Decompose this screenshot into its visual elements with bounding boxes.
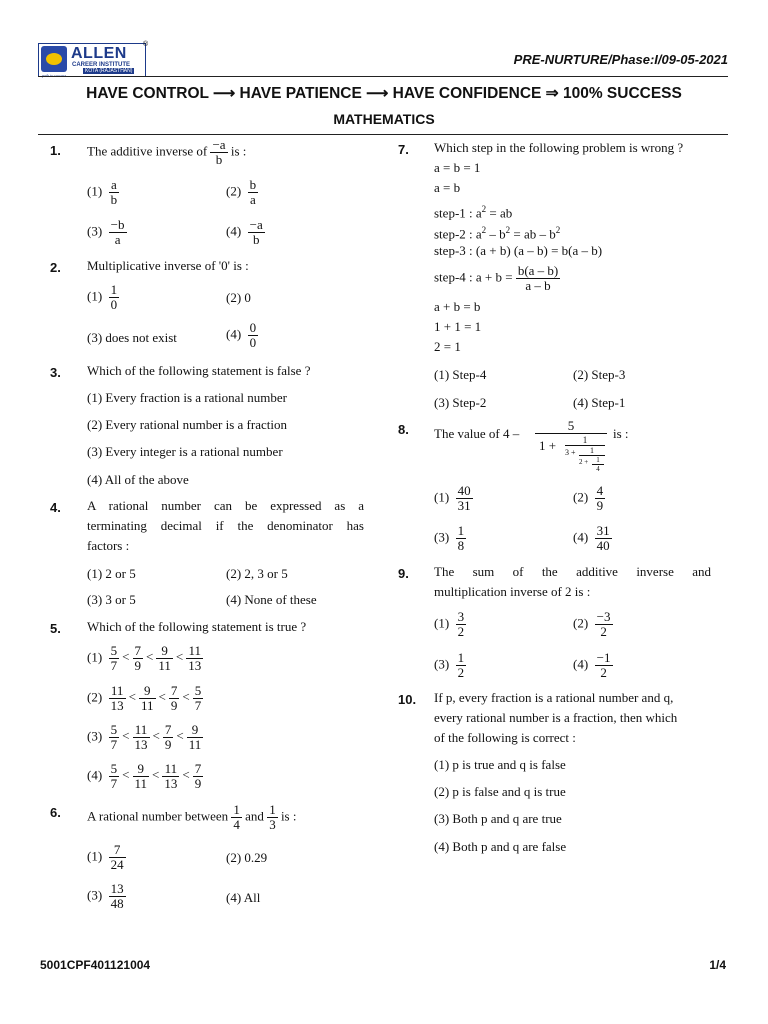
numerator: −3: [596, 609, 611, 624]
option-4[interactable]: (4) Both p and q are false: [434, 839, 567, 854]
option-label: (4): [573, 656, 589, 672]
denominator: 31: [457, 498, 471, 513]
denominator: 9: [596, 498, 604, 513]
denominator: b: [110, 192, 118, 207]
option-1[interactable]: (1) Every fraction is a rational number: [87, 390, 287, 405]
option-label: (3): [87, 728, 103, 744]
denominator: 13: [134, 737, 148, 752]
denominator: 9: [170, 698, 178, 713]
option-label: (2): [87, 689, 103, 705]
fraction: [210, 138, 227, 167]
logo-brand: ALLEN: [71, 45, 127, 62]
less-than-sign: <: [182, 689, 190, 705]
fraction: [516, 264, 560, 293]
option-label: (2): [226, 183, 242, 199]
numerator: 7: [134, 643, 142, 658]
question-number: 7.: [398, 142, 409, 157]
less-than-sign: <: [146, 649, 154, 665]
question-text: A rational number between: [87, 808, 229, 824]
denominator: a – b: [525, 278, 551, 293]
option-4[interactable]: [226, 321, 258, 350]
numerator: 9: [133, 762, 150, 777]
option-label: (3): [87, 887, 103, 903]
fraction: [133, 723, 150, 752]
option-2[interactable]: (2) Step-3: [573, 367, 626, 382]
paper-code: 5001CPF401121004: [40, 958, 151, 972]
question-8-pre: The value of 4 –: [434, 426, 520, 441]
numerator: 11: [133, 723, 150, 738]
page-number: 1/4: [709, 958, 726, 972]
denominator: 7: [110, 658, 118, 673]
fraction: [248, 178, 259, 207]
option-2[interactable]: (2) 2, 3 or 5: [226, 566, 288, 581]
option-3[interactable]: [434, 524, 466, 553]
numerator: 11: [162, 762, 179, 777]
numerator: 5: [110, 722, 118, 737]
question-2-text: Multiplicative inverse of '0' is :: [87, 258, 249, 273]
option-4[interactable]: (4) All of the above: [87, 472, 189, 487]
numerator: 1: [233, 802, 240, 817]
option-2[interactable]: [226, 178, 258, 207]
fraction: [109, 684, 126, 713]
option-4[interactable]: [87, 762, 203, 791]
less-than-sign: <: [175, 649, 184, 665]
denominator: 11: [134, 776, 148, 791]
exponent: 2: [555, 225, 561, 235]
numerator: −1: [596, 650, 611, 665]
fraction: [456, 524, 467, 553]
numerator: 1: [457, 523, 465, 538]
step-2: [434, 222, 560, 242]
numerator: 40: [457, 483, 471, 498]
logo-subtitle: CAREER INSTITUTE: [72, 62, 131, 68]
numerator: −a: [249, 217, 263, 232]
option-2[interactable]: (2) Every rational number is a fraction: [87, 417, 287, 432]
option-3[interactable]: [87, 218, 127, 247]
exponent: 2: [481, 225, 487, 235]
cf-level-1-den: [565, 446, 605, 476]
fraction: [109, 283, 120, 312]
option-2[interactable]: (2) p is false and q is true: [434, 784, 566, 799]
option-label: (2): [573, 615, 589, 631]
fraction: [248, 321, 259, 350]
step-text: step-4 : a + b =: [434, 269, 513, 285]
fraction: [109, 218, 127, 247]
denominator: 13: [164, 776, 178, 791]
option-label: (4): [87, 767, 103, 783]
exponent: 2: [505, 225, 511, 235]
question-4-line: factors :: [87, 538, 130, 553]
question-text: and: [245, 808, 264, 824]
question-number: 2.: [50, 260, 61, 275]
numerator: 7: [164, 722, 172, 737]
fraction: [156, 644, 173, 673]
cf-level-3: [592, 456, 604, 473]
denominator: 48: [110, 896, 124, 911]
option-3[interactable]: [434, 651, 466, 680]
fraction: [133, 762, 150, 791]
numerator: 11: [186, 644, 203, 659]
option-label: (4): [573, 529, 589, 545]
less-than-sign: <: [122, 767, 130, 783]
less-than-sign: <: [176, 728, 184, 744]
step-4: [434, 264, 560, 293]
cf-base: 2 +: [579, 458, 589, 466]
question-text: is :: [280, 808, 297, 824]
step-text: step-2 : a: [434, 226, 482, 242]
denominator: 40: [596, 538, 610, 553]
option-label: (1): [87, 848, 103, 864]
logo-location: KOTA (RAJASTHAN): [85, 68, 133, 74]
question-10-line: If p, every fraction is a rational number and q,: [434, 690, 674, 705]
step-1: [434, 201, 512, 221]
denominator: 11: [188, 737, 202, 752]
denominator: 24: [110, 857, 124, 872]
less-than-sign: <: [128, 689, 137, 705]
less-than-sign: <: [122, 649, 130, 665]
denominator: 4: [233, 817, 240, 832]
registered-mark: ®: [143, 41, 149, 48]
numerator: 13: [110, 881, 124, 896]
option-label: (4): [226, 223, 242, 239]
denominator: 11: [158, 658, 171, 673]
question-number: 10.: [398, 692, 417, 707]
fraction: [193, 684, 204, 713]
cf-numerator: 5: [535, 418, 607, 434]
inequality-chain: [109, 761, 204, 791]
option-2[interactable]: (2) 0.29: [226, 850, 268, 865]
option-3[interactable]: (3) does not exist: [87, 330, 177, 345]
numerator: 7: [194, 761, 202, 776]
option-3[interactable]: (3) Step-2: [434, 395, 487, 410]
cf-base: 1 +: [539, 438, 557, 453]
option-1[interactable]: [87, 644, 203, 673]
fraction: [456, 484, 473, 513]
fraction: [595, 484, 606, 513]
fraction: [109, 723, 120, 752]
denominator: 2: [457, 624, 465, 639]
option-3[interactable]: [87, 723, 203, 752]
option-2[interactable]: [573, 610, 613, 639]
denominator: b: [215, 152, 223, 167]
fraction: [169, 684, 180, 713]
numerator: 9: [187, 723, 204, 738]
fraction: [109, 644, 120, 673]
question-number: 9.: [398, 566, 409, 581]
problem-line: 2 = 1: [434, 339, 461, 354]
step-text: – b: [486, 226, 506, 242]
fraction: [139, 684, 156, 713]
numerator: b(a – b): [517, 263, 559, 278]
cf-base: 3 +: [565, 448, 576, 457]
option-label: (1): [434, 489, 450, 505]
numerator: 3: [457, 609, 465, 624]
option-label: (3): [434, 529, 450, 545]
option-2[interactable]: (2) 0: [226, 290, 251, 305]
numerator: b: [249, 177, 257, 192]
cf-level-2: [579, 446, 605, 474]
option-3[interactable]: (3) Every integer is a rational number: [87, 444, 283, 459]
fraction: [187, 723, 204, 752]
question-text: The additive inverse of: [87, 143, 208, 159]
numerator: −a: [212, 137, 226, 152]
numerator: −b: [110, 217, 125, 232]
denominator: 7: [110, 737, 118, 752]
fraction: [109, 843, 126, 872]
numerator: 7: [109, 843, 126, 858]
numerator: 5: [110, 643, 118, 658]
option-4[interactable]: [226, 218, 265, 247]
question-9-line: The sum of the additive inverse and: [434, 564, 711, 579]
exponent: 2: [481, 204, 487, 214]
fraction: [186, 644, 203, 673]
problem-line: a + b = b: [434, 299, 481, 314]
question-text: is :: [230, 143, 247, 159]
option-label: (1): [434, 615, 450, 631]
fraction: [456, 610, 467, 639]
less-than-sign: <: [158, 689, 166, 705]
cf-numerator: 1: [592, 456, 604, 465]
option-label: (3): [434, 656, 450, 672]
numerator: 5: [194, 683, 202, 698]
denominator: 13: [110, 698, 124, 713]
subject-title: MATHEMATICS: [333, 111, 435, 127]
denominator: 13: [188, 658, 202, 673]
numerator: 7: [170, 683, 178, 698]
denominator: 0: [249, 335, 257, 350]
denominator: 9: [164, 737, 172, 752]
inequality-chain: [109, 643, 204, 673]
fraction: [133, 644, 144, 673]
numerator: 1: [457, 650, 465, 665]
option-4[interactable]: [573, 524, 612, 553]
numerator: 1: [110, 282, 118, 297]
denominator: 9: [194, 776, 202, 791]
option-2[interactable]: [573, 484, 605, 513]
problem-line: 1 + 1 = 1: [434, 319, 482, 334]
fraction: [109, 178, 120, 207]
cf-level-1: [565, 435, 605, 476]
fraction: [595, 610, 613, 639]
numerator: 11: [109, 684, 126, 699]
numerator: a: [109, 178, 120, 193]
inequality-chain: [109, 722, 204, 752]
question-4-line: A rational number can be expressed as a: [87, 498, 364, 513]
denominator: 7: [194, 698, 202, 713]
cf-level-2-den: [579, 456, 605, 474]
question-10-line: every rational number is a fraction, then which: [434, 710, 678, 725]
option-4[interactable]: (4) Step-1: [573, 395, 626, 410]
problem-line: a = b = 1: [434, 160, 481, 175]
question-number: 1.: [50, 143, 61, 158]
denominator: 7: [110, 776, 118, 791]
subject-rule: [38, 134, 728, 135]
option-2[interactable]: [87, 684, 203, 713]
less-than-sign: <: [152, 767, 160, 783]
denominator: b: [252, 232, 260, 247]
denominator: a: [250, 192, 256, 207]
question-4-line: terminating decimal if the denominator has: [87, 518, 364, 533]
numerator: 9: [156, 644, 173, 659]
fraction: [248, 218, 265, 247]
fraction: [595, 651, 613, 680]
continued-fraction: [535, 418, 607, 478]
option-label: (2): [573, 489, 589, 505]
option-label: (1): [87, 288, 103, 304]
step-text: = ab: [486, 205, 513, 221]
numerator: 31: [596, 523, 610, 538]
denominator: 0: [110, 297, 118, 312]
option-4[interactable]: (4) None of these: [226, 592, 317, 607]
option-label: (3): [87, 223, 103, 239]
numerator: 4: [596, 483, 604, 498]
fraction: [162, 762, 179, 791]
question-3-text: Which of the following statement is false ?: [87, 363, 311, 378]
numerator: 5: [110, 761, 118, 776]
step-text: step-1 : a: [434, 205, 482, 221]
option-1[interactable]: [434, 610, 466, 639]
allen-logo: [38, 41, 149, 77]
cf-numerator: 1: [565, 435, 605, 446]
inequality-chain: [109, 683, 204, 713]
allen-logo-icon: [41, 46, 67, 72]
question-7-text: Which step in the following problem is wrong ?: [434, 140, 684, 155]
step-text: = ab – b: [510, 226, 556, 242]
motto: HAVE CONTROL ⟶ HAVE PATIENCE ⟶ HAVE CONFIDENCE ⇒ 100% SUCCESS: [86, 85, 682, 102]
option-1[interactable]: (1) 2 or 5: [87, 566, 136, 581]
option-1[interactable]: (1) p is true and q is false: [434, 757, 566, 772]
question-10-line: of the following is correct :: [434, 730, 576, 745]
question-number: 3.: [50, 365, 61, 380]
numerator: 0: [249, 320, 257, 335]
option-3[interactable]: (3) 3 or 5: [87, 592, 136, 607]
option-1[interactable]: [87, 178, 119, 207]
fraction: [267, 803, 278, 832]
cf-denominator-value: 4: [596, 465, 600, 473]
question-number: 8.: [398, 422, 409, 437]
problem-line: a = b: [434, 180, 461, 195]
fraction: [231, 803, 242, 832]
option-4[interactable]: [573, 651, 613, 680]
denominator: 2: [600, 665, 607, 680]
phase-label: PRE-NURTURE/Phase:I/09-05-2021: [513, 52, 728, 67]
question-9-line: multiplication inverse of 2 is :: [434, 584, 591, 599]
fraction: [109, 762, 120, 791]
cf-denominator: [535, 434, 607, 478]
numerator: 1: [269, 802, 276, 817]
less-than-sign: <: [152, 728, 160, 744]
option-1[interactable]: [87, 283, 119, 312]
option-4[interactable]: (4) All: [226, 890, 261, 905]
option-3[interactable]: (3) Both p and q are true: [434, 811, 562, 826]
fraction: [193, 762, 204, 791]
option-1[interactable]: [87, 843, 126, 872]
fraction: [595, 524, 612, 553]
denominator: 2: [457, 665, 465, 680]
fraction: [109, 882, 126, 911]
less-than-sign: <: [182, 767, 190, 783]
denominator: 8: [457, 538, 465, 553]
header-rule: [38, 76, 728, 77]
question-8-post: is :: [613, 426, 629, 441]
option-1[interactable]: [434, 484, 473, 513]
option-3[interactable]: [87, 882, 126, 911]
question-6-text: [87, 803, 296, 832]
question-number: 6.: [50, 805, 61, 820]
less-than-sign: <: [122, 728, 130, 744]
denominator: 3: [269, 817, 276, 832]
option-label: (1): [87, 649, 103, 665]
question-5-text: Which of the following statement is true ?: [87, 619, 307, 634]
denominator: 2: [600, 624, 607, 639]
cf-numerator: 1: [579, 446, 605, 456]
denominator: a: [114, 232, 121, 247]
denominator: 11: [141, 698, 154, 713]
question-1-text: [87, 138, 246, 167]
question-number: 4.: [50, 500, 61, 515]
fraction: [456, 651, 467, 680]
question-number: 5.: [50, 621, 61, 636]
option-label: (4): [226, 326, 242, 342]
option-label: (1): [87, 183, 103, 199]
option-1[interactable]: (1) Step-4: [434, 367, 487, 382]
numerator: 9: [139, 684, 156, 699]
fraction: [163, 723, 174, 752]
step-3: step-3 : (a + b) (a – b) = b(a – b): [434, 243, 603, 258]
denominator: 9: [134, 658, 142, 673]
